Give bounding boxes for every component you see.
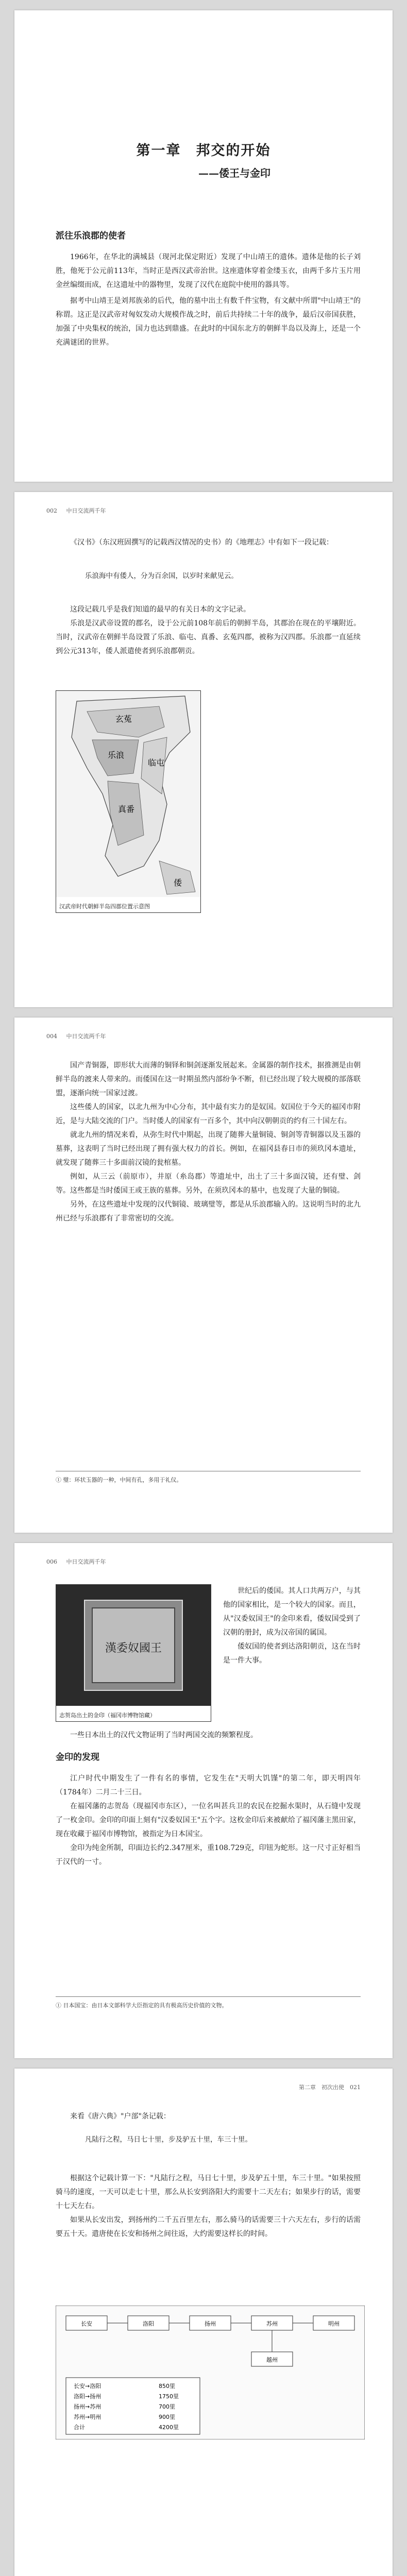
table-cell: 850里 (159, 2383, 175, 2389)
paragraph: 在福冈藩的志贺岛（现福冈市东区），一位名叫甚兵卫的农民在挖掘水渠时，从石缝中发现了一枚金印。金印的印面上刻有"汉委奴国王"五个字。这枚金印后来被献给了福冈藩主黑田家，现在收藏于福冈市博物馆，被指定为日本国宝。 (56, 1802, 361, 1838)
table-cell: 1750里 (159, 2393, 179, 2400)
page-5-intro (56, 2110, 361, 2124)
running-header: 第二章 初次出使 021 (299, 2084, 361, 2091)
paragraph: 另外，在这些遗址中发现的汉代铜镜、玻璃璧等，都是从乐浪郡输入的。这说明当时的北九州已经与乐浪郡有了非常密切的交流。 (56, 1200, 361, 1223)
footnote: ① 璧：环状玉器的一种，中间有孔，多用于礼仪。 (56, 1471, 361, 1485)
quote-text: 乐浪海中有倭人，分为百余国，以岁时来献见云。 (85, 572, 238, 580)
chapter-subtitle: ——倭王与金印 (198, 167, 270, 179)
table-cell: 洛阳→扬州 (74, 2393, 101, 2400)
paragraph: 《汉书》（东汉班固撰写的记载西汉情况的史书）的《地理志》中有如下一段记载： (70, 538, 333, 547)
page-number: 004 (46, 1033, 57, 1040)
page-4 (14, 1543, 393, 2058)
section-heading: 金印的发现 (56, 1752, 99, 1762)
map-label: 倭 (174, 878, 182, 888)
route-table (66, 2378, 200, 2434)
table-cell: 合计 (74, 2424, 85, 2431)
table-cell: 700里 (159, 2403, 175, 2410)
quotation (71, 2133, 346, 2146)
chapter-title: 第一章 邦交的开始 (136, 143, 271, 159)
footnote: ① 日本国宝：由日本文部科学大臣指定的具有极高历史价值的文物。 (56, 1996, 361, 2010)
korea-map (56, 691, 200, 897)
quotation (71, 569, 346, 583)
page-4-side-text (223, 1584, 361, 1668)
paragraph: 来看《唐六典》"户部"条记载： (70, 2112, 171, 2121)
gold-seal-photo (56, 1584, 211, 1722)
table-cell: 长安→洛阳 (74, 2383, 101, 2389)
page-5-body (56, 2172, 361, 2241)
page-2-body (56, 603, 361, 658)
paragraph: 乐浪是汉武帝设置的郡名，设于公元前108年前后的朝鲜半岛，其郡治在现在的平壤附近。当时，汉武帝在朝鲜半岛设置了乐浪、临屯、真番、玄菟四郡，被称为汉四郡。乐浪郡一直延续到公元313年，倭人派遣使者到乐浪郡朝贡。 (56, 619, 361, 655)
running-title: 中日交流两千年 (66, 507, 106, 514)
map-label: 乐浪 (108, 750, 125, 760)
paragraph: 例如，从三云（前原市），井原（糸岛郡）等遗址中，出土了三十多面汉镜，还有璧、剑等。这些都是当时倭国王或王族的墓葬。另外，在须玖冈本的墓中，也发现了大量的铜镜。 (56, 1173, 361, 1195)
page-4-body (56, 1728, 361, 1869)
paragraph: 江户时代中期发生了一件有名的事情，它发生在"天明大饥馑"的第二年，即天明四年（1784年）二月二十三日。 (56, 1774, 361, 1797)
map-figure (56, 690, 201, 913)
page-1-body (56, 229, 361, 350)
running-header (46, 506, 361, 515)
running-title: 中日交流两千年 (66, 1033, 106, 1040)
route-node: 长安 (81, 2320, 92, 2327)
running-header (46, 1032, 361, 1040)
paragraph: 据考中山靖王是刘邦族弟的后代，他的墓中出土有数千件宝物，有文献中所谓"中山靖王"的称谓。这正是汉武帝对匈奴发动大规模作战之时，前后共持续二十年的战争，最后汉帝国获胜，加强了中央集权的统治，国力也达到鼎盛。在此时的中国东北方的朝鲜半岛以及海上，还是一个充满谜团的世界。 (56, 297, 361, 347)
seal-image (56, 1585, 211, 1706)
route-node: 明州 (328, 2320, 340, 2327)
page-2 (14, 492, 393, 1007)
map-label: 真番 (118, 804, 135, 814)
page-number: 002 (46, 507, 57, 514)
paragraph: 根据这个记载计算一下："凡陆行之程，马日七十里，步及驴五十里，车三十里。"如果按照骑马的速度，一天可以走七十里，那么从长安到洛阳大约需要十二天左右；如果步行的话，需要十七天左右。 (56, 2174, 361, 2210)
paragraph: 世纪后的倭国。其人口共两万户，与其他的国家相比，是一个较大的国家。而且，从"汉委奴国王"的金印来看，倭奴国受到了汉朝的册封，成为汉帝国的属国。 (223, 1587, 361, 1637)
running-header (46, 1557, 361, 1566)
page-3 (14, 1018, 393, 1533)
page-3-body (56, 1059, 361, 1226)
page-5 (14, 2069, 393, 2576)
page-2-intro (56, 536, 361, 550)
route-node: 扬州 (205, 2320, 216, 2327)
paragraph: 金印为纯金所制，印面边长约2.347厘米，重108.729克，印钮为蛇形。这一尺寸正好相当于汉代的一寸。 (56, 1844, 361, 1866)
map-caption: 汉武帝时代朝鲜半岛四郡位置示意图 (59, 903, 150, 910)
table-cell: 苏州→明州 (74, 2414, 101, 2420)
table-cell: 扬州→苏州 (74, 2403, 101, 2410)
table-cell: 4200里 (159, 2424, 179, 2431)
map-label: 临屯 (148, 758, 165, 768)
page-number: 006 (46, 1558, 57, 1565)
photo-caption: 志贺岛出土的金印（福冈市博物馆藏） (59, 1712, 156, 1719)
map-label: 玄菟 (115, 714, 132, 724)
route-node: 苏州 (266, 2320, 278, 2327)
paragraph: 这段记载几乎是我们知道的最早的有关日本的文字记录。 (70, 605, 250, 614)
paragraph: 国产青铜器，即形状大而薄的铜铎和铜剑逐渐发展起来。金属器的制作技术，据推测是由朝鲜半岛的渡来人带来的。而倭国在这一时期虽然内部纷争不断，但已经出现了较大规模的部落联盟，逐渐向统一国家过渡。 (56, 1061, 361, 1097)
route-node: 越州 (266, 2357, 278, 2363)
table-cell: 900里 (159, 2414, 175, 2420)
paragraph: 一些日本出土的汉代文物证明了当时两国交流的频繁程度。 (70, 1731, 258, 1739)
paragraph: 1966年，在华北的满城县（现河北保定附近）发现了中山靖王的遗体。遗体是他的长子刘胜，他死于公元前113年，当时正是西汉武帝治世。这座遗体穿着金缕玉衣，由两千多片玉片用金丝编缀而成，在这遗址中的器物里，发现了汉代在庭院中使用的器具等。 (56, 253, 361, 289)
paragraph: 就北九州的情况来看，从弥生时代中期起，出现了随葬大量铜镜、铜剑等青铜器以及玉器的墓葬，这表明了当时已经出现了拥有强大权力的首长。例如，在福冈县春日市的须玖冈本遗址，就发现了随葬三十多面前汉镜的瓮棺墓。 (56, 1131, 361, 1167)
seal-inscription: 漢委奴國王 (105, 1642, 162, 1655)
paragraph: 如果从长安出发，到扬州约二千五百里左右，那么骑马的话需要三十六天左右，步行的话需要五十天。遣唐使在长安和扬州之间往返，大约需要这样长的时间。 (56, 2216, 361, 2238)
route-diagram (56, 2306, 365, 2439)
route-node: 洛阳 (143, 2320, 154, 2327)
running-title: 中日交流两千年 (66, 1558, 106, 1565)
section-heading: 派往乐浪郡的使者 (56, 231, 126, 241)
paragraph: 这些倭人的国家，以北九州为中心分布，其中最有实力的是奴国。奴国位于今天的福冈市附近，是与大陆交流的门户。当时倭人的国家有一百多个，其中向汉朝朝贡的约有三十国左右。 (56, 1103, 361, 1125)
quote-text: 凡陆行之程，马日七十里，步及驴五十里，车三十里。 (85, 2136, 252, 2144)
paragraph: 倭奴国的使者到达洛阳朝贡，这在当时是一件大事。 (223, 1642, 361, 1665)
page-1 (14, 10, 393, 482)
